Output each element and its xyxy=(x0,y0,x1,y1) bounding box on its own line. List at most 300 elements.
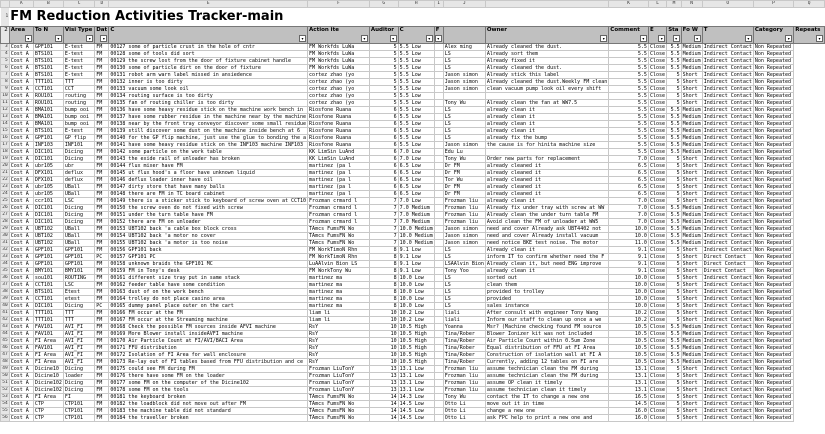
table-cell[interactable] xyxy=(434,394,443,401)
table-cell[interactable]: Close xyxy=(649,345,665,351)
table-cell[interactable]: BTS101 xyxy=(33,58,63,65)
table-cell[interactable]: FM xyxy=(95,310,109,317)
table-cell[interactable] xyxy=(434,289,443,296)
table-cell[interactable]: Close xyxy=(649,135,665,141)
table-cell[interactable]: 9.1 xyxy=(609,268,649,275)
table-cell[interactable]: Cost A xyxy=(9,226,33,233)
table-cell[interactable]: BTS101 xyxy=(33,72,63,79)
table-cell[interactable]: Frozman crmard l xyxy=(308,205,370,212)
table-cell[interactable]: 13.1 xyxy=(609,373,649,380)
table-cell[interactable]: Cost A xyxy=(9,275,33,282)
table-cell[interactable]: 5.5 xyxy=(667,121,681,128)
table-cell[interactable]: E-test xyxy=(63,58,94,65)
table-cell[interactable]: Indirect Contact xyxy=(703,163,752,169)
table-cell[interactable]: 00182 the loadblock did not move out after FM xyxy=(109,401,308,408)
table-cell[interactable]: 6.5 Low xyxy=(398,184,434,191)
table-cell[interactable]: 5.5 xyxy=(609,135,649,142)
table-cell[interactable]: change a new one xyxy=(485,408,608,415)
table-cell[interactable]: ubr105 xyxy=(33,163,63,170)
table-cell[interactable]: cortez zhao (yo xyxy=(308,86,370,93)
table-cell[interactable]: 00144 flux mixer have FM xyxy=(109,163,308,170)
row-number[interactable]: 10 xyxy=(2,93,8,98)
column-letter[interactable]: G xyxy=(369,1,398,8)
table-cell[interactable]: Tony Wu xyxy=(443,100,485,107)
table-cell[interactable]: cortez zhao (yo xyxy=(308,100,370,107)
table-cell[interactable]: Already sort them xyxy=(485,51,608,58)
table-cell[interactable]: FM xyxy=(95,233,109,240)
table-cell[interactable]: FM xyxy=(95,205,109,212)
table-cell[interactable]: Indirect Contact xyxy=(703,156,752,162)
table-cell[interactable]: 00149 there is a sticker stick to keyboard of screw oven at CCT10 xyxy=(110,198,307,204)
table-cell[interactable]: Short xyxy=(681,100,702,107)
table-cell[interactable]: UBT102 xyxy=(33,240,63,247)
table-cell[interactable]: Indirect Contact xyxy=(703,121,752,127)
row-number[interactable]: 56 xyxy=(2,415,8,420)
table-cell[interactable]: Indirect Contact xyxy=(703,149,752,155)
table-cell[interactable]: 5.5 xyxy=(609,86,649,93)
table-cell[interactable]: 5.5 xyxy=(667,44,681,51)
table-cell[interactable]: Close xyxy=(649,212,665,218)
table-cell[interactable]: 00157 GPF101 PC xyxy=(109,254,308,261)
table-cell[interactable]: Already cleaned the dust. xyxy=(485,44,608,51)
table-cell[interactable]: 10.5 xyxy=(609,338,649,345)
table-cell[interactable]: FM xyxy=(95,268,109,275)
table-cell[interactable]: 6 xyxy=(369,135,398,142)
table-cell[interactable]: Medium xyxy=(682,107,701,113)
table-cell[interactable]: Dr FM xyxy=(443,191,485,198)
table-cell[interactable]: TAmcs FumsFN Wo xyxy=(308,415,370,422)
table-cell[interactable]: bump ooi xyxy=(63,107,94,114)
table-cell[interactable]: LS xyxy=(443,65,485,72)
table-cell[interactable]: Short xyxy=(681,254,702,261)
table-cell[interactable]: FM xyxy=(95,359,109,366)
table-cell[interactable]: Indirect Contact xyxy=(703,310,752,316)
table-cell[interactable]: 7 xyxy=(369,226,398,233)
table-cell[interactable] xyxy=(434,135,443,142)
table-cell[interactable] xyxy=(434,296,443,303)
table-cell[interactable]: 5.5 Low xyxy=(398,114,434,121)
table-cell[interactable]: Cost A xyxy=(9,324,33,331)
table-cell[interactable]: Frozman LiuTonY xyxy=(308,366,370,373)
table-cell[interactable]: 5.5 xyxy=(667,359,681,366)
table-cell[interactable]: DFX101 xyxy=(33,170,63,177)
table-cell[interactable]: 5 xyxy=(667,401,681,408)
table-cell[interactable]: FM xyxy=(95,44,109,51)
table-cell[interactable]: UBall xyxy=(63,233,94,240)
table-cell[interactable]: Medium xyxy=(682,345,701,351)
table-cell[interactable]: martinez (pa l xyxy=(308,163,370,170)
table-cell[interactable]: Equal distribution of FFU at FI Area xyxy=(485,345,608,352)
column-letter[interactable]: A xyxy=(9,1,33,8)
table-cell[interactable]: 5.5 xyxy=(667,352,681,359)
table-cell[interactable]: Close xyxy=(649,79,665,85)
table-cell[interactable]: Indirect Contact xyxy=(703,240,752,246)
table-cell[interactable]: inform IT to confirm whether need the F xyxy=(485,254,608,261)
table-cell[interactable]: 5.5 xyxy=(609,51,649,58)
table-cell[interactable]: 13.1 xyxy=(609,366,649,373)
table-cell[interactable]: AVI_FI xyxy=(63,331,94,338)
table-cell[interactable]: Close xyxy=(649,205,665,211)
row-number[interactable]: 16 xyxy=(2,135,8,140)
table-cell[interactable]: Medium xyxy=(682,338,701,344)
table-cell[interactable]: 5.5 Low xyxy=(398,86,434,93)
table-cell[interactable]: Short xyxy=(681,177,702,184)
row-number[interactable]: 29 xyxy=(2,226,8,231)
table-cell[interactable]: TAmcs FumsFN Wo xyxy=(308,394,370,401)
column-letter[interactable] xyxy=(485,1,608,8)
table-cell[interactable]: Edu Lu xyxy=(443,149,485,156)
table-cell[interactable]: Indirect Contact xyxy=(703,366,752,372)
table-cell[interactable]: 00159 FM in Tony's desk xyxy=(109,268,308,275)
row-number[interactable]: 15 xyxy=(2,128,8,133)
table-cell[interactable]: Cost A xyxy=(9,289,33,296)
table-cell[interactable] xyxy=(485,93,608,100)
table-cell[interactable]: Close xyxy=(649,58,665,64)
table-cell[interactable]: Cost A xyxy=(9,114,33,121)
table-cell[interactable]: FM xyxy=(95,317,109,324)
table-cell[interactable]: 5 xyxy=(667,198,681,205)
table-cell[interactable]: 5 xyxy=(369,79,398,86)
table-cell[interactable]: 5 xyxy=(369,51,398,58)
table-cell[interactable]: GPF101 xyxy=(63,261,94,268)
table-cell[interactable] xyxy=(434,254,443,261)
table-cell[interactable]: Non Repeated xyxy=(753,366,793,373)
table-cell[interactable]: Close xyxy=(649,317,665,323)
table-cell[interactable]: 5.5 xyxy=(667,205,681,212)
table-cell[interactable] xyxy=(434,380,443,387)
table-cell[interactable]: 10 xyxy=(369,345,398,352)
table-cell[interactable]: FI Area xyxy=(33,394,63,401)
table-cell[interactable]: Already cleaned the dust. xyxy=(485,65,608,72)
table-cell[interactable]: FM xyxy=(95,191,109,198)
table-cell[interactable]: routing xyxy=(63,100,94,107)
row-number[interactable]: 48 xyxy=(2,359,8,364)
table-cell[interactable]: Indirect Contact xyxy=(703,79,752,85)
table-cell[interactable]: Close xyxy=(649,324,665,330)
table-cell[interactable]: Jason simon xyxy=(443,142,485,149)
table-cell[interactable]: FM WorkTimoN Rhn xyxy=(308,254,370,261)
table-cell[interactable] xyxy=(434,352,443,359)
table-cell[interactable]: AVI_FI xyxy=(63,345,94,352)
row-number[interactable]: 38 xyxy=(2,289,8,294)
table-cell[interactable]: Short xyxy=(681,198,702,205)
table-cell[interactable]: TTT xyxy=(63,79,94,86)
table-cell[interactable]: 5 xyxy=(667,79,681,86)
table-cell[interactable]: 13.1 Low xyxy=(398,366,434,373)
table-cell[interactable]: Non Repeated xyxy=(753,226,793,233)
table-cell[interactable]: Cost A xyxy=(9,191,33,198)
table-cell[interactable]: Non Repeated xyxy=(753,254,793,261)
column-letter[interactable]: K xyxy=(609,1,649,8)
table-cell[interactable] xyxy=(434,198,443,205)
table-cell[interactable]: 5.5 Low xyxy=(398,58,434,65)
table-cell[interactable]: provided xyxy=(485,296,608,303)
table-cell[interactable]: Indirect Contact xyxy=(703,135,752,141)
table-cell[interactable]: 14 xyxy=(369,415,398,422)
table-cell[interactable]: CTP101 xyxy=(63,415,94,422)
table-cell[interactable]: FM xyxy=(95,198,109,205)
table-cell[interactable]: Jason simon xyxy=(443,72,485,79)
table-cell[interactable]: 5.5 xyxy=(609,107,649,114)
table-cell[interactable]: 00164 trolley do not place casino area xyxy=(109,296,308,303)
table-cell[interactable]: Short xyxy=(681,191,702,198)
table-cell[interactable]: GPF101 xyxy=(33,247,63,254)
table-cell[interactable]: 10 xyxy=(369,310,398,317)
table-cell[interactable]: Frozman liu xyxy=(443,366,485,373)
table-cell[interactable]: LS xyxy=(443,128,485,135)
table-cell[interactable]: Dr FM xyxy=(443,170,485,177)
table-cell[interactable]: 6.5 xyxy=(609,163,649,170)
row-number[interactable]: 28 xyxy=(2,219,8,224)
table-cell[interactable]: Indirect Contact xyxy=(703,359,752,365)
table-cell[interactable]: Medium xyxy=(682,212,701,218)
table-cell[interactable]: Medium xyxy=(682,135,701,141)
table-cell[interactable]: Non Repeated xyxy=(753,198,793,205)
table-cell[interactable]: 5.5 xyxy=(667,345,681,352)
table-cell[interactable]: E-test xyxy=(63,72,94,79)
table-cell[interactable]: Non Repeated xyxy=(753,107,793,114)
table-cell[interactable]: Close xyxy=(649,401,665,407)
table-cell[interactable]: TAmcs FumsFN Wo xyxy=(308,240,370,247)
table-cell[interactable]: FM xyxy=(95,373,109,380)
table-cell[interactable]: 8 xyxy=(369,289,398,296)
filter-dropdown-icon[interactable]: ▾ xyxy=(640,35,647,42)
table-cell[interactable]: 14.5 Low xyxy=(398,408,434,415)
table-cell[interactable]: Short xyxy=(681,268,702,275)
table-cell[interactable]: 5 xyxy=(667,373,681,380)
table-cell[interactable]: CTP101 xyxy=(63,408,94,415)
table-cell[interactable]: FM xyxy=(95,240,109,247)
table-cell[interactable]: FM xyxy=(95,289,109,296)
table-cell[interactable] xyxy=(434,317,443,324)
row-number[interactable]: 13 xyxy=(2,114,8,119)
table-cell[interactable]: deflux xyxy=(63,177,94,184)
row-number[interactable]: 18 xyxy=(2,149,8,154)
table-cell[interactable]: 5 xyxy=(667,72,681,79)
table-cell[interactable]: 13.1 Low xyxy=(398,387,434,394)
table-cell[interactable]: martinez (pa l xyxy=(308,170,370,177)
table-cell[interactable]: BTS101 xyxy=(33,289,63,296)
table-cell[interactable]: GPF101 xyxy=(33,135,63,142)
row-number[interactable]: 23 xyxy=(2,184,8,189)
table-cell[interactable]: 10.0 Low xyxy=(398,282,434,289)
table-cell[interactable]: Non Repeated xyxy=(753,142,793,149)
table-cell[interactable]: 5 xyxy=(667,163,681,170)
table-cell[interactable]: Indirect Contact xyxy=(703,247,752,253)
table-cell[interactable]: Frozman LiuTonY xyxy=(308,380,370,387)
table-cell[interactable]: bump ooi xyxy=(63,114,94,121)
column-header[interactable] xyxy=(794,27,825,44)
table-cell[interactable] xyxy=(434,310,443,317)
table-cell[interactable]: Cost A xyxy=(9,170,33,177)
table-cell[interactable]: 5.5 xyxy=(609,65,649,72)
table-cell[interactable]: 9.1 xyxy=(609,261,649,268)
table-cell[interactable]: Air Particle Count within 0.5um Zone xyxy=(485,338,608,345)
table-cell[interactable]: Cost A xyxy=(9,338,33,345)
table-cell[interactable]: RsY xyxy=(308,331,370,338)
table-cell[interactable]: 14 xyxy=(369,408,398,415)
table-cell[interactable]: ROU101 xyxy=(33,93,63,100)
table-cell[interactable]: BMY101 xyxy=(33,268,63,275)
table-cell[interactable]: Non Repeated xyxy=(753,177,793,184)
table-cell[interactable]: 5 xyxy=(667,191,681,198)
table-cell[interactable]: Short xyxy=(681,415,702,422)
table-cell[interactable]: Dicing xyxy=(63,212,94,219)
table-cell[interactable]: Non Repeated xyxy=(753,170,793,177)
table-cell[interactable] xyxy=(434,114,443,121)
table-cell[interactable]: 5 xyxy=(667,310,681,317)
table-cell[interactable]: Cost A xyxy=(9,163,33,170)
table-cell[interactable]: Non Repeated xyxy=(753,289,793,296)
table-cell[interactable]: 00137 have some rubber residue in the machine near by the machine xyxy=(110,114,307,120)
table-cell[interactable] xyxy=(434,128,443,135)
table-cell[interactable]: 00184 the traveller broken xyxy=(109,415,308,422)
table-cell[interactable]: need and cover Already ask UBT4402 not xyxy=(485,226,608,233)
column-letter[interactable]: N xyxy=(681,1,702,8)
table-cell[interactable]: Medium xyxy=(682,331,701,337)
table-cell[interactable]: Dicine102 xyxy=(34,380,62,386)
table-cell[interactable]: Non Repeated xyxy=(753,310,793,317)
table-cell[interactable]: LS xyxy=(443,135,485,142)
table-cell[interactable]: Short xyxy=(681,296,702,303)
table-cell[interactable]: KK LimSin LuAnd xyxy=(308,149,370,156)
table-cell[interactable]: 7 xyxy=(369,205,398,212)
table-cell[interactable]: CCT101 xyxy=(33,282,63,289)
table-cell[interactable]: Already clean it, but need ENG improve xyxy=(485,261,608,268)
row-number[interactable]: 22 xyxy=(2,177,8,182)
table-cell[interactable]: Close xyxy=(649,72,665,78)
table-cell[interactable]: assume technician clean it timely xyxy=(485,387,608,394)
table-cell[interactable]: Short xyxy=(681,275,702,282)
table-cell[interactable]: FM Workfds LuWa xyxy=(308,58,370,65)
table-cell[interactable] xyxy=(434,72,443,79)
table-cell[interactable]: 14.3 Low xyxy=(398,394,434,401)
table-cell[interactable]: FM xyxy=(95,275,109,282)
table-cell[interactable]: Cost A xyxy=(9,359,33,366)
table-cell[interactable]: 00132 inner is too dirty xyxy=(109,79,308,86)
table-cell[interactable]: 5.5 xyxy=(667,324,681,331)
column-header[interactable] xyxy=(33,27,63,44)
column-letter[interactable]: M xyxy=(667,1,681,8)
table-cell[interactable]: Already fixed it xyxy=(485,58,608,65)
table-cell[interactable]: Close xyxy=(649,373,665,379)
table-cell[interactable] xyxy=(443,93,485,100)
table-cell[interactable]: Close xyxy=(649,240,665,246)
table-cell[interactable]: Short xyxy=(681,373,702,380)
table-cell[interactable]: 5.5 xyxy=(609,93,649,100)
table-cell[interactable]: TTT xyxy=(63,310,94,317)
table-cell[interactable]: Indirect Contact xyxy=(703,352,752,358)
table-cell[interactable] xyxy=(434,324,443,331)
select-all-corner[interactable] xyxy=(1,1,10,8)
table-cell[interactable] xyxy=(434,65,443,72)
table-cell[interactable]: LSC xyxy=(63,198,94,205)
table-cell[interactable]: 10.0 xyxy=(609,296,649,303)
table-cell[interactable]: Close xyxy=(649,51,665,57)
table-cell[interactable]: Non Repeated xyxy=(753,128,793,135)
table-cell[interactable] xyxy=(434,100,443,107)
table-cell[interactable]: etest xyxy=(63,296,94,303)
table-cell[interactable]: 8 xyxy=(369,303,398,310)
table-cell[interactable]: Non Repeated xyxy=(753,86,793,93)
table-cell[interactable]: loader xyxy=(63,373,94,380)
table-cell[interactable]: Otto Li xyxy=(443,415,485,422)
table-cell[interactable] xyxy=(434,415,443,422)
row-number[interactable]: 4 xyxy=(1,51,10,58)
table-cell[interactable]: 10.5 High xyxy=(398,359,434,366)
table-cell[interactable]: FM xyxy=(95,401,109,408)
table-cell[interactable]: FM xyxy=(95,394,109,401)
table-cell[interactable] xyxy=(434,156,443,163)
table-cell[interactable]: FM xyxy=(95,324,109,331)
table-cell[interactable]: 10.0 xyxy=(609,289,649,296)
table-cell[interactable]: Short xyxy=(681,261,702,268)
table-cell[interactable]: Non Repeated xyxy=(753,51,793,58)
table-cell[interactable]: 10.0 Medium xyxy=(399,226,433,232)
table-cell[interactable] xyxy=(434,205,443,212)
table-cell[interactable]: 6 xyxy=(369,149,398,156)
table-cell[interactable]: Alex ming xyxy=(443,44,485,51)
table-cell[interactable]: Msr? (Machine checking found FM source xyxy=(485,324,608,331)
table-cell[interactable]: Non Repeated xyxy=(753,373,793,380)
table-cell[interactable]: Medium xyxy=(682,65,701,71)
column-letter[interactable]: B xyxy=(33,1,63,8)
table-cell[interactable]: Cost A xyxy=(9,86,33,93)
table-cell[interactable]: Cost A xyxy=(9,135,33,142)
table-cell[interactable]: Indirect Contact xyxy=(703,394,752,400)
table-cell[interactable]: LS xyxy=(443,51,485,58)
table-cell[interactable] xyxy=(434,44,443,51)
table-cell[interactable]: 00139 still discover some dust on the machine inside bench at 6 xyxy=(109,128,308,135)
table-cell[interactable]: 5.5 xyxy=(667,135,681,142)
table-cell[interactable]: 5.5 xyxy=(609,121,649,128)
table-cell[interactable]: 7 xyxy=(369,233,398,240)
table-cell[interactable]: Non Repeated xyxy=(753,212,793,219)
row-number[interactable]: 2 xyxy=(1,27,10,44)
table-cell[interactable]: 5.5 xyxy=(667,212,681,219)
table-cell[interactable]: Close xyxy=(649,338,665,344)
table-cell[interactable] xyxy=(434,303,443,310)
table-cell[interactable]: UBall xyxy=(63,240,94,247)
table-cell[interactable]: FM xyxy=(95,261,109,268)
table-cell[interactable] xyxy=(434,373,443,380)
table-cell[interactable]: 5.5 xyxy=(667,51,681,58)
row-number[interactable]: 34 xyxy=(2,261,8,266)
column-letter[interactable]: F xyxy=(308,1,370,8)
row-number[interactable]: 40 xyxy=(2,303,8,308)
table-cell[interactable]: Cost A xyxy=(9,100,33,107)
table-cell[interactable]: Non Repeated xyxy=(753,58,793,65)
table-cell[interactable]: 5.5 Low xyxy=(398,135,434,142)
table-cell[interactable]: RsY xyxy=(308,352,370,359)
table-cell[interactable]: Otto Li xyxy=(443,401,485,408)
table-cell[interactable]: cortez zhao (yo xyxy=(308,72,370,79)
table-cell[interactable]: FM Workfds LuWa xyxy=(308,51,370,58)
table-cell[interactable]: 5.5 xyxy=(667,226,681,233)
row-number[interactable]: 1 xyxy=(1,8,10,27)
table-cell[interactable] xyxy=(434,163,443,170)
table-cell[interactable]: 6 xyxy=(369,156,398,163)
sheet-title-cell[interactable] xyxy=(9,8,824,27)
table-cell[interactable]: Close xyxy=(649,100,665,106)
table-cell[interactable]: FM xyxy=(95,226,109,233)
table-cell[interactable]: 13 xyxy=(369,373,398,380)
table-cell[interactable]: 6 xyxy=(369,163,398,170)
table-cell[interactable]: Close xyxy=(649,191,665,197)
table-cell[interactable]: Short xyxy=(681,303,702,310)
table-cell[interactable]: 6.5 xyxy=(609,191,649,198)
table-cell[interactable]: 00161 different size tray put in same stack xyxy=(109,275,308,282)
